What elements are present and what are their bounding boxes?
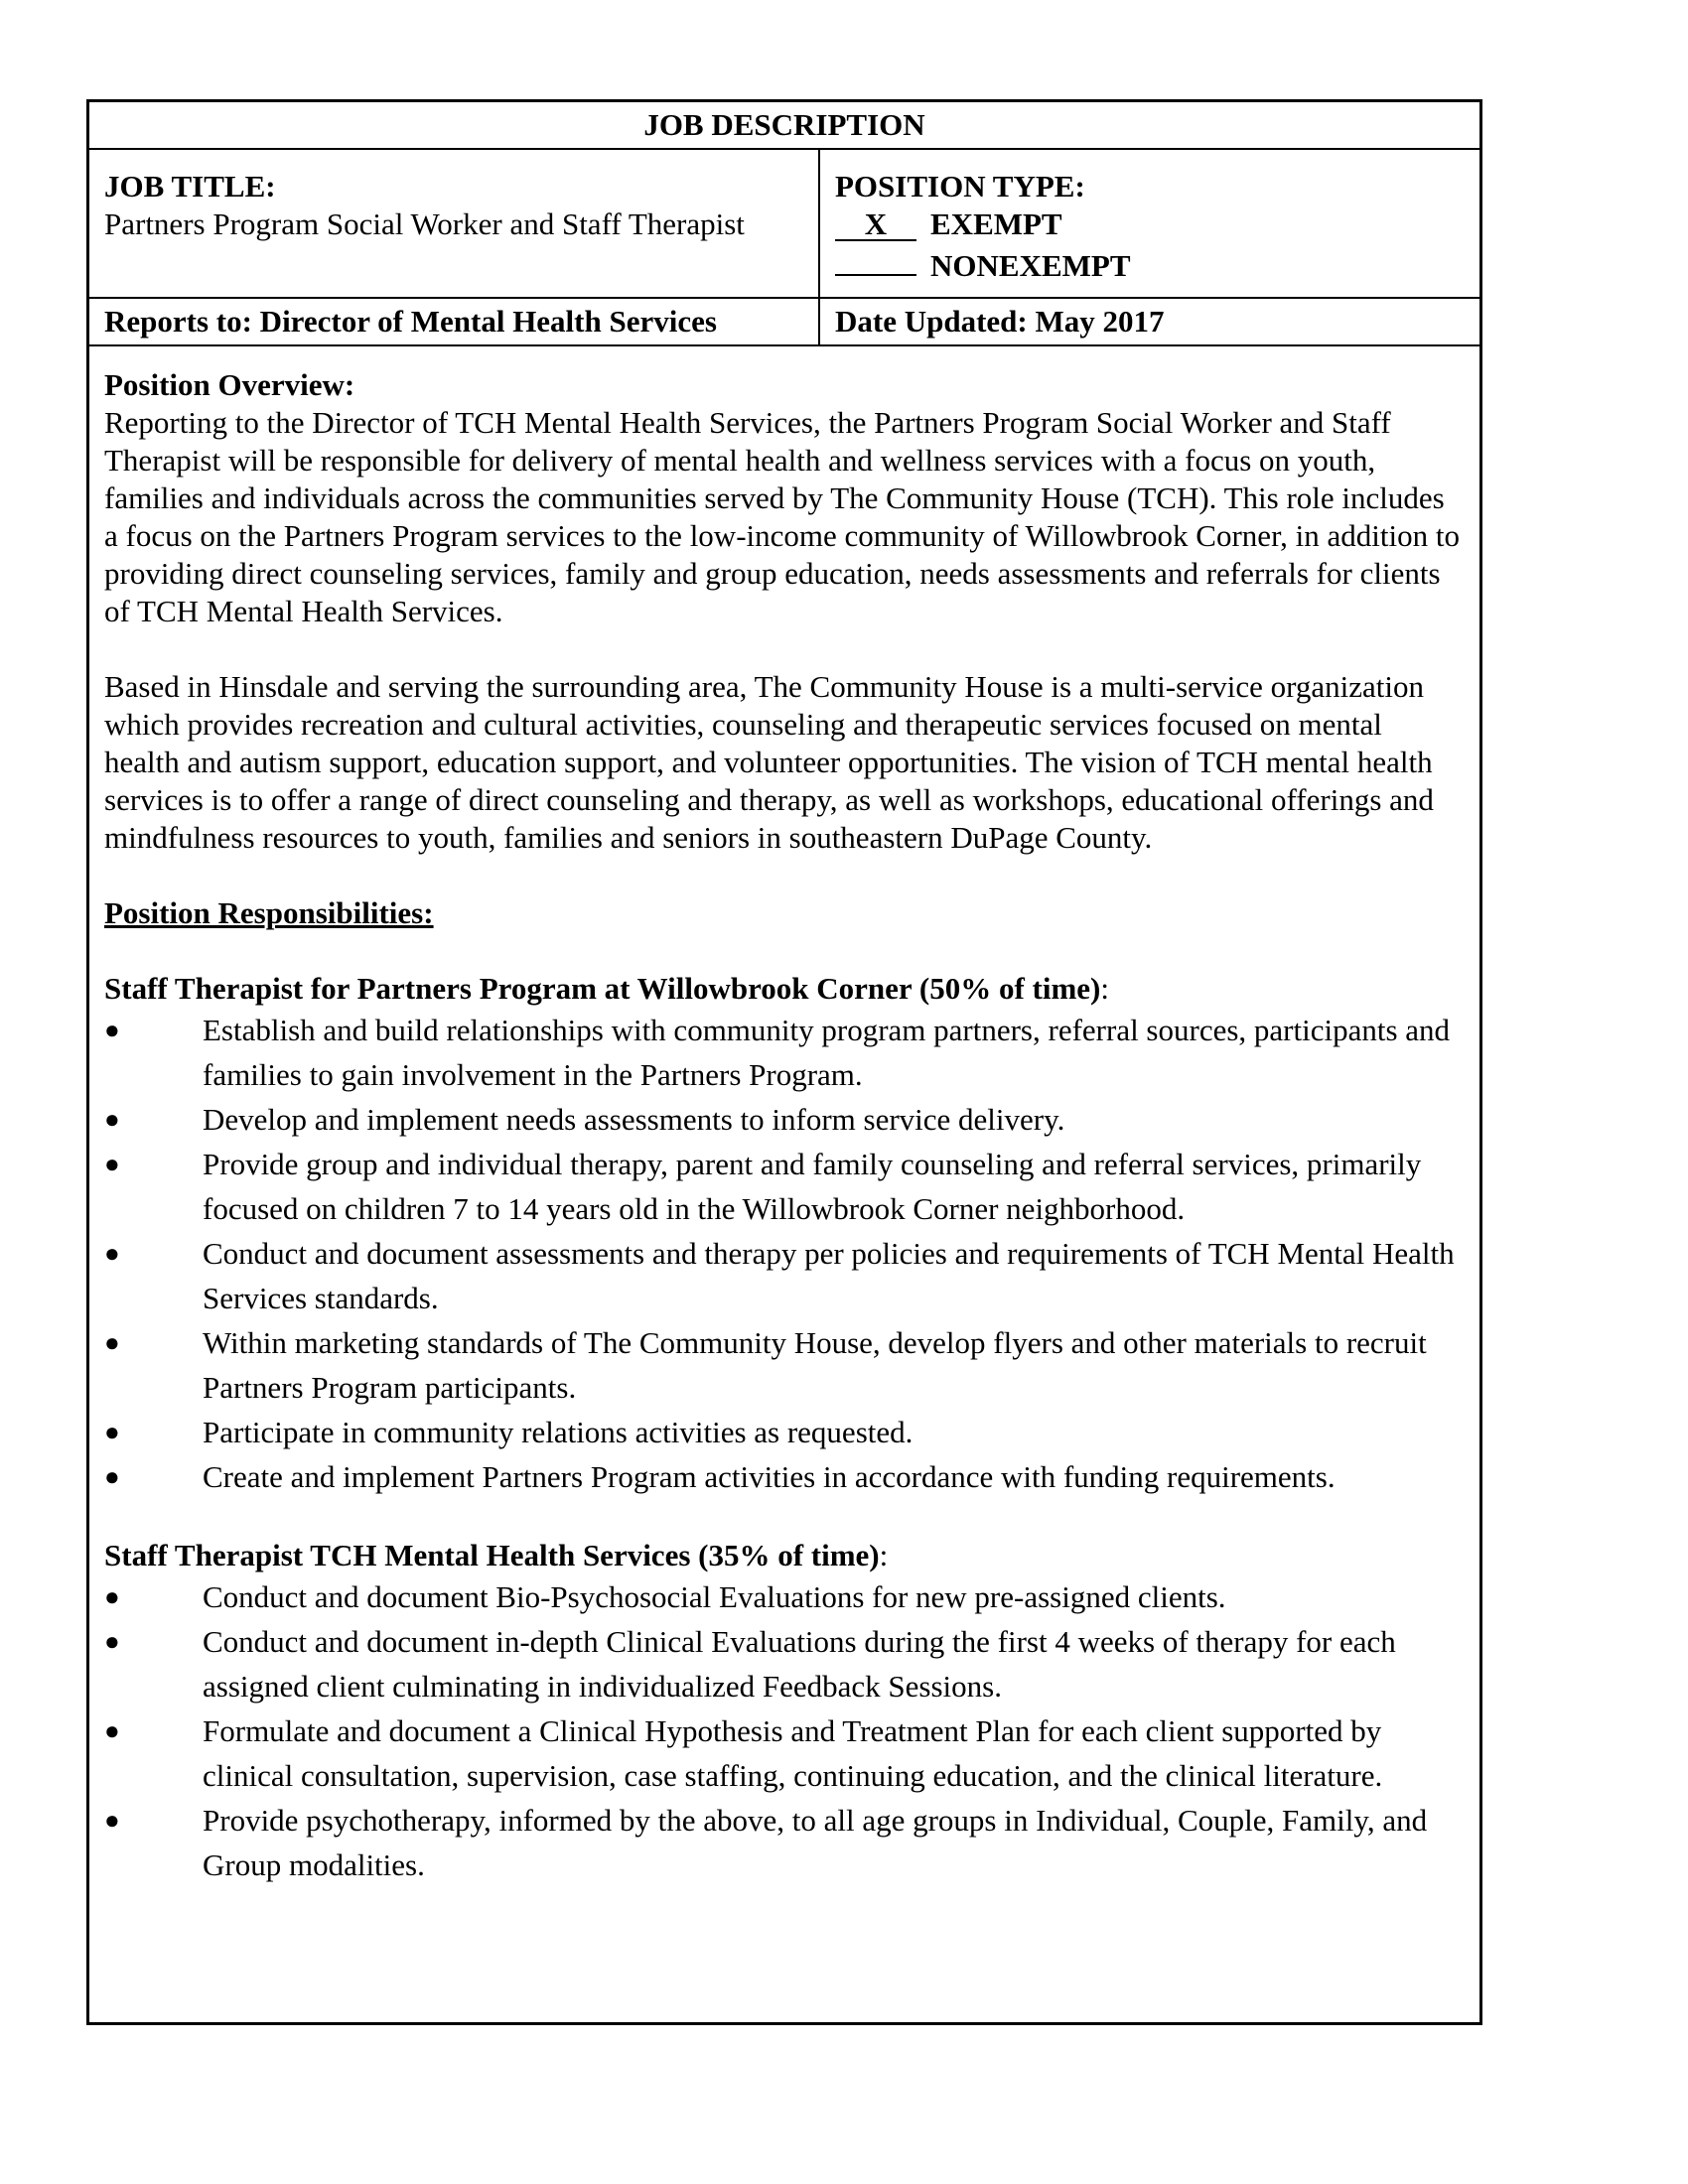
- nonexempt-mark: [835, 243, 916, 276]
- overview-heading: Position Overview:: [104, 367, 355, 402]
- position-type-label: POSITION TYPE:: [835, 169, 1085, 204]
- overview-paragraph-1: Reporting to the Director of TCH Mental Health Services, the Partners Program Social Worker and Staff Therapist will be responsible for delivery of mental health and wellness services with a focus on youth, families and individuals across the communities served by The Community House (TCH). This role includes a focus on the Partners Program services to the low-income community of Willowbrook Corner, in addition to providing direct counseling services, family and group education, needs assessments and referrals for clients of TCH Mental Health Services.: [104, 405, 1460, 628]
- bullet-icon: ●: [104, 1462, 120, 1491]
- date-updated: Date Updated: May 2017: [835, 304, 1165, 339]
- list-item: ● Conduct and document assessments and therapy per policies and requirements of TCH Mental Health Services standards.: [104, 1231, 1462, 1320]
- position-type-cell: [820, 150, 1479, 297]
- nonexempt-option: [835, 243, 1479, 285]
- bullet-icon: ●: [104, 1016, 120, 1044]
- job-title-label: JOB TITLE:: [104, 169, 276, 204]
- section-title: Staff Therapist TCH Mental Health Services (35% of time):: [104, 1538, 889, 1572]
- list-item: ● Within marketing standards of The Community House, develop flyers and other materials to recruit Partners Program participants.: [104, 1320, 1462, 1410]
- nonexempt-label: NONEXEMPT: [930, 248, 1131, 283]
- list-item: ● Establish and build relationships with community program partners, referral sources, participants and families to gain involvement in the Partners Program.: [104, 1008, 1462, 1097]
- bullet-icon: ●: [104, 1328, 120, 1357]
- list-item: ● Conduct and document Bio-Psychosocial Evaluations for new pre-assigned clients.: [104, 1574, 1462, 1619]
- list-item: ● Provide psychotherapy, informed by the above, to all age groups in Individual, Couple, Family, and Group modalities.: [104, 1798, 1462, 1887]
- reports-to: Reports to: Director of Mental Health Services: [89, 299, 820, 344]
- table-header: [89, 102, 1479, 150]
- content-body: [89, 346, 1479, 1887]
- responsibilities-heading: Position Responsibilities:: [104, 895, 434, 930]
- job-title-row: [89, 150, 1479, 299]
- bullet-icon: ●: [104, 1627, 120, 1656]
- bullet-icon: ●: [104, 1105, 120, 1134]
- bullet-icon: ●: [104, 1806, 120, 1835]
- job-title-cell: [89, 150, 820, 297]
- exempt-label: EXEMPT: [930, 206, 1062, 241]
- exempt-mark: X: [835, 208, 916, 241]
- list-item: ● Conduct and document in-depth Clinical Evaluations during the first 4 weeks of therapy for each assigned client culminating in individualized Feedback Sessions.: [104, 1619, 1462, 1708]
- overview-paragraph-2: Based in Hinsdale and serving the surrounding area, The Community House is a multi-service organization which provides recreation and cultural activities, counseling and therapeutic services focused on mental health and autism support, education support, and volunteer opportunities. The vision of TCH mental health services is to offer a range of direct counseling and therapy, as well as workshops, educational offerings and mindfulness resources to youth, families and seniors in southeastern DuPage County.: [104, 669, 1434, 855]
- bullet-icon: ●: [104, 1582, 120, 1611]
- exempt-option: [835, 205, 1479, 243]
- bullet-icon: ●: [104, 1716, 120, 1745]
- bullet-icon: ●: [104, 1150, 120, 1178]
- section-title: Staff Therapist for Partners Program at Willowbrook Corner (50% of time):: [104, 971, 1109, 1006]
- list-item: ● Provide group and individual therapy, parent and family counseling and referral services, primarily focused on children 7 to 14 years old in the Willowbrook Corner neighborhood.: [104, 1142, 1462, 1231]
- list-item: ● Formulate and document a Clinical Hypothesis and Treatment Plan for each client supported by clinical consultation, supervision, case staffing, continuing education, and the clinical literature.: [104, 1708, 1462, 1798]
- list-item: ● Create and implement Partners Program activities in accordance with funding requirements.: [104, 1454, 1462, 1499]
- responsibility-list: [104, 1574, 1462, 1887]
- document-title: JOB DESCRIPTION: [643, 107, 925, 142]
- reports-row: [89, 299, 1479, 346]
- list-item: ● Develop and implement needs assessments to inform service delivery.: [104, 1097, 1462, 1142]
- bullet-icon: ●: [104, 1239, 120, 1268]
- job-title-value: Partners Program Social Worker and Staff Therapist: [104, 206, 745, 241]
- job-description-table: [86, 99, 1482, 2025]
- list-item: ● Participate in community relations activities as requested.: [104, 1410, 1462, 1454]
- bullet-icon: ●: [104, 1418, 120, 1446]
- responsibility-list: [104, 1008, 1462, 1499]
